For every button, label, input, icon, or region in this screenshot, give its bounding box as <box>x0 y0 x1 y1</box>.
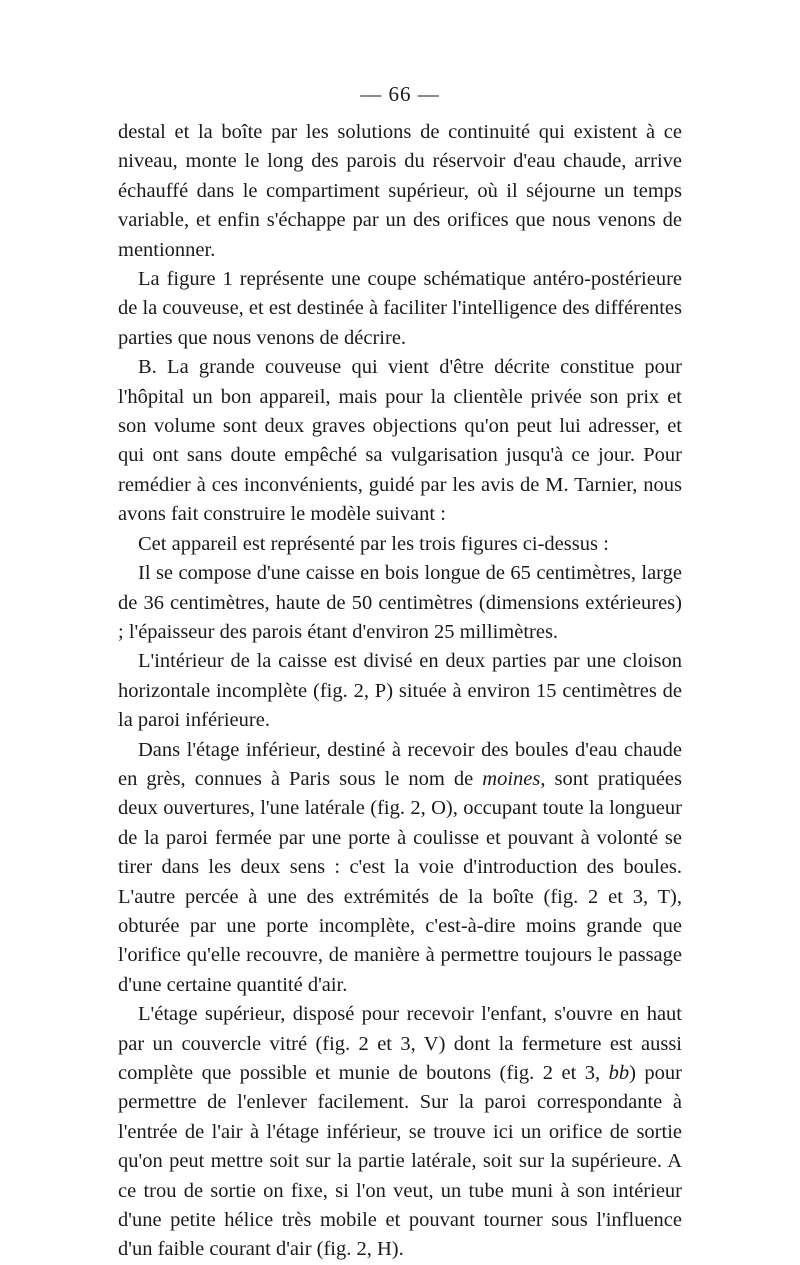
text-run: La figure 1 représente une coupe schématique antéro-postérieure de la couveuse, et est destinée à faciliter l'intelligence des différentes parties que nous venons de décrire. <box>118 268 682 349</box>
text-run: ) pour permettre de l'enlever facilement. Sur la paroi correspondante à l'entrée de l'air à l'étage inférieur, se trouve ici un orifice de sortie qu'on peut mettre soit sur la partie latérale, soit sur la supérieure. A ce trou de sortie on fixe, si l'on veut, un tube muni à son intérieur d'une petite hélice très mobile et pouvant tourner sous l'influence d'un faible courant d'air (fig. 2, H). <box>118 1062 682 1261</box>
italic-text: bb <box>608 1062 630 1084</box>
paragraph <box>118 118 682 265</box>
text-run: Cet appareil est représenté par les trois figures ci-dessus : <box>138 532 609 555</box>
text-run: , sont pratiquées deux ouvertures, l'une latérale (fig. 2, O), occupant toute la longueur de la paroi fermée par une porte à coulisse et pouvant à volonté se tirer dans les deux sens : c'est la voie d'introduction des boules. L'autre percée à une des extrémités de la boîte (fig. 2 et 3, T), obturée par une porte incomplète, c'est-à-dire moins grande que l'orifice qu'elle recouvre, de manière à permettre toujours le passage d'une certaine quantité d'air. <box>118 767 682 996</box>
paragraph <box>118 530 682 559</box>
paragraph <box>118 1000 682 1265</box>
paragraph <box>118 559 682 647</box>
text-run: destal et la boîte par les solutions de continuité qui existent à ce niveau, monte le long des parois du réservoir d'eau chaude, arrive échauffé dans le compartiment supérieur, où il séjourne un temps variable, et enfin s'échappe par un des orifices que nous venons de mentionner. <box>118 121 682 261</box>
text-run: Il se compose d'une caisse en bois longue de 65 centimètres, large de 36 centimètres, haute de 50 centimètres (dimensions extérieures) ; l'épaisseur des parois étant d'environ 25 millimètres. <box>118 562 682 643</box>
paragraph <box>118 647 682 735</box>
text-run: Dans l'étage inférieur, destiné à recevoir des boules d'eau chaude en grès, connues à Paris sous le nom de <box>118 738 682 790</box>
text-run: B. La grande couveuse qui vient d'être décrite constitue pour l'hôpital un bon appareil, mais pour la clientèle privée son prix et son volume sont deux graves objections qu'on peut lui adresser, et qui ont sans doute empêché sa vulgarisation jusqu'à ce jour. Pour remédier à ces inconvénients, guidé par les avis de M. Tarnier, nous avons fait construire le modèle suivant : <box>118 356 682 526</box>
paragraph <box>118 265 682 353</box>
page-number: — 66 — <box>360 82 440 106</box>
italic-text: moines <box>482 767 541 790</box>
text-run: L'intérieur de la caisse est divisé en deux parties par une cloison horizontale incomplète (fig. 2, P) située à environ 15 centimètres de la paroi inférieure. <box>118 650 682 732</box>
text-run: L'étage supérieur, disposé pour recevoir l'enfant, s'ouvre en haut par un couvercle vitré (fig. 2 et 3, V) dont la fermeture est aussi complète que possible et munie de boutons (fig. 2 et 3, <box>118 1003 682 1084</box>
paragraph <box>118 736 682 1001</box>
paragraph <box>118 353 682 529</box>
body-text <box>118 118 682 1265</box>
